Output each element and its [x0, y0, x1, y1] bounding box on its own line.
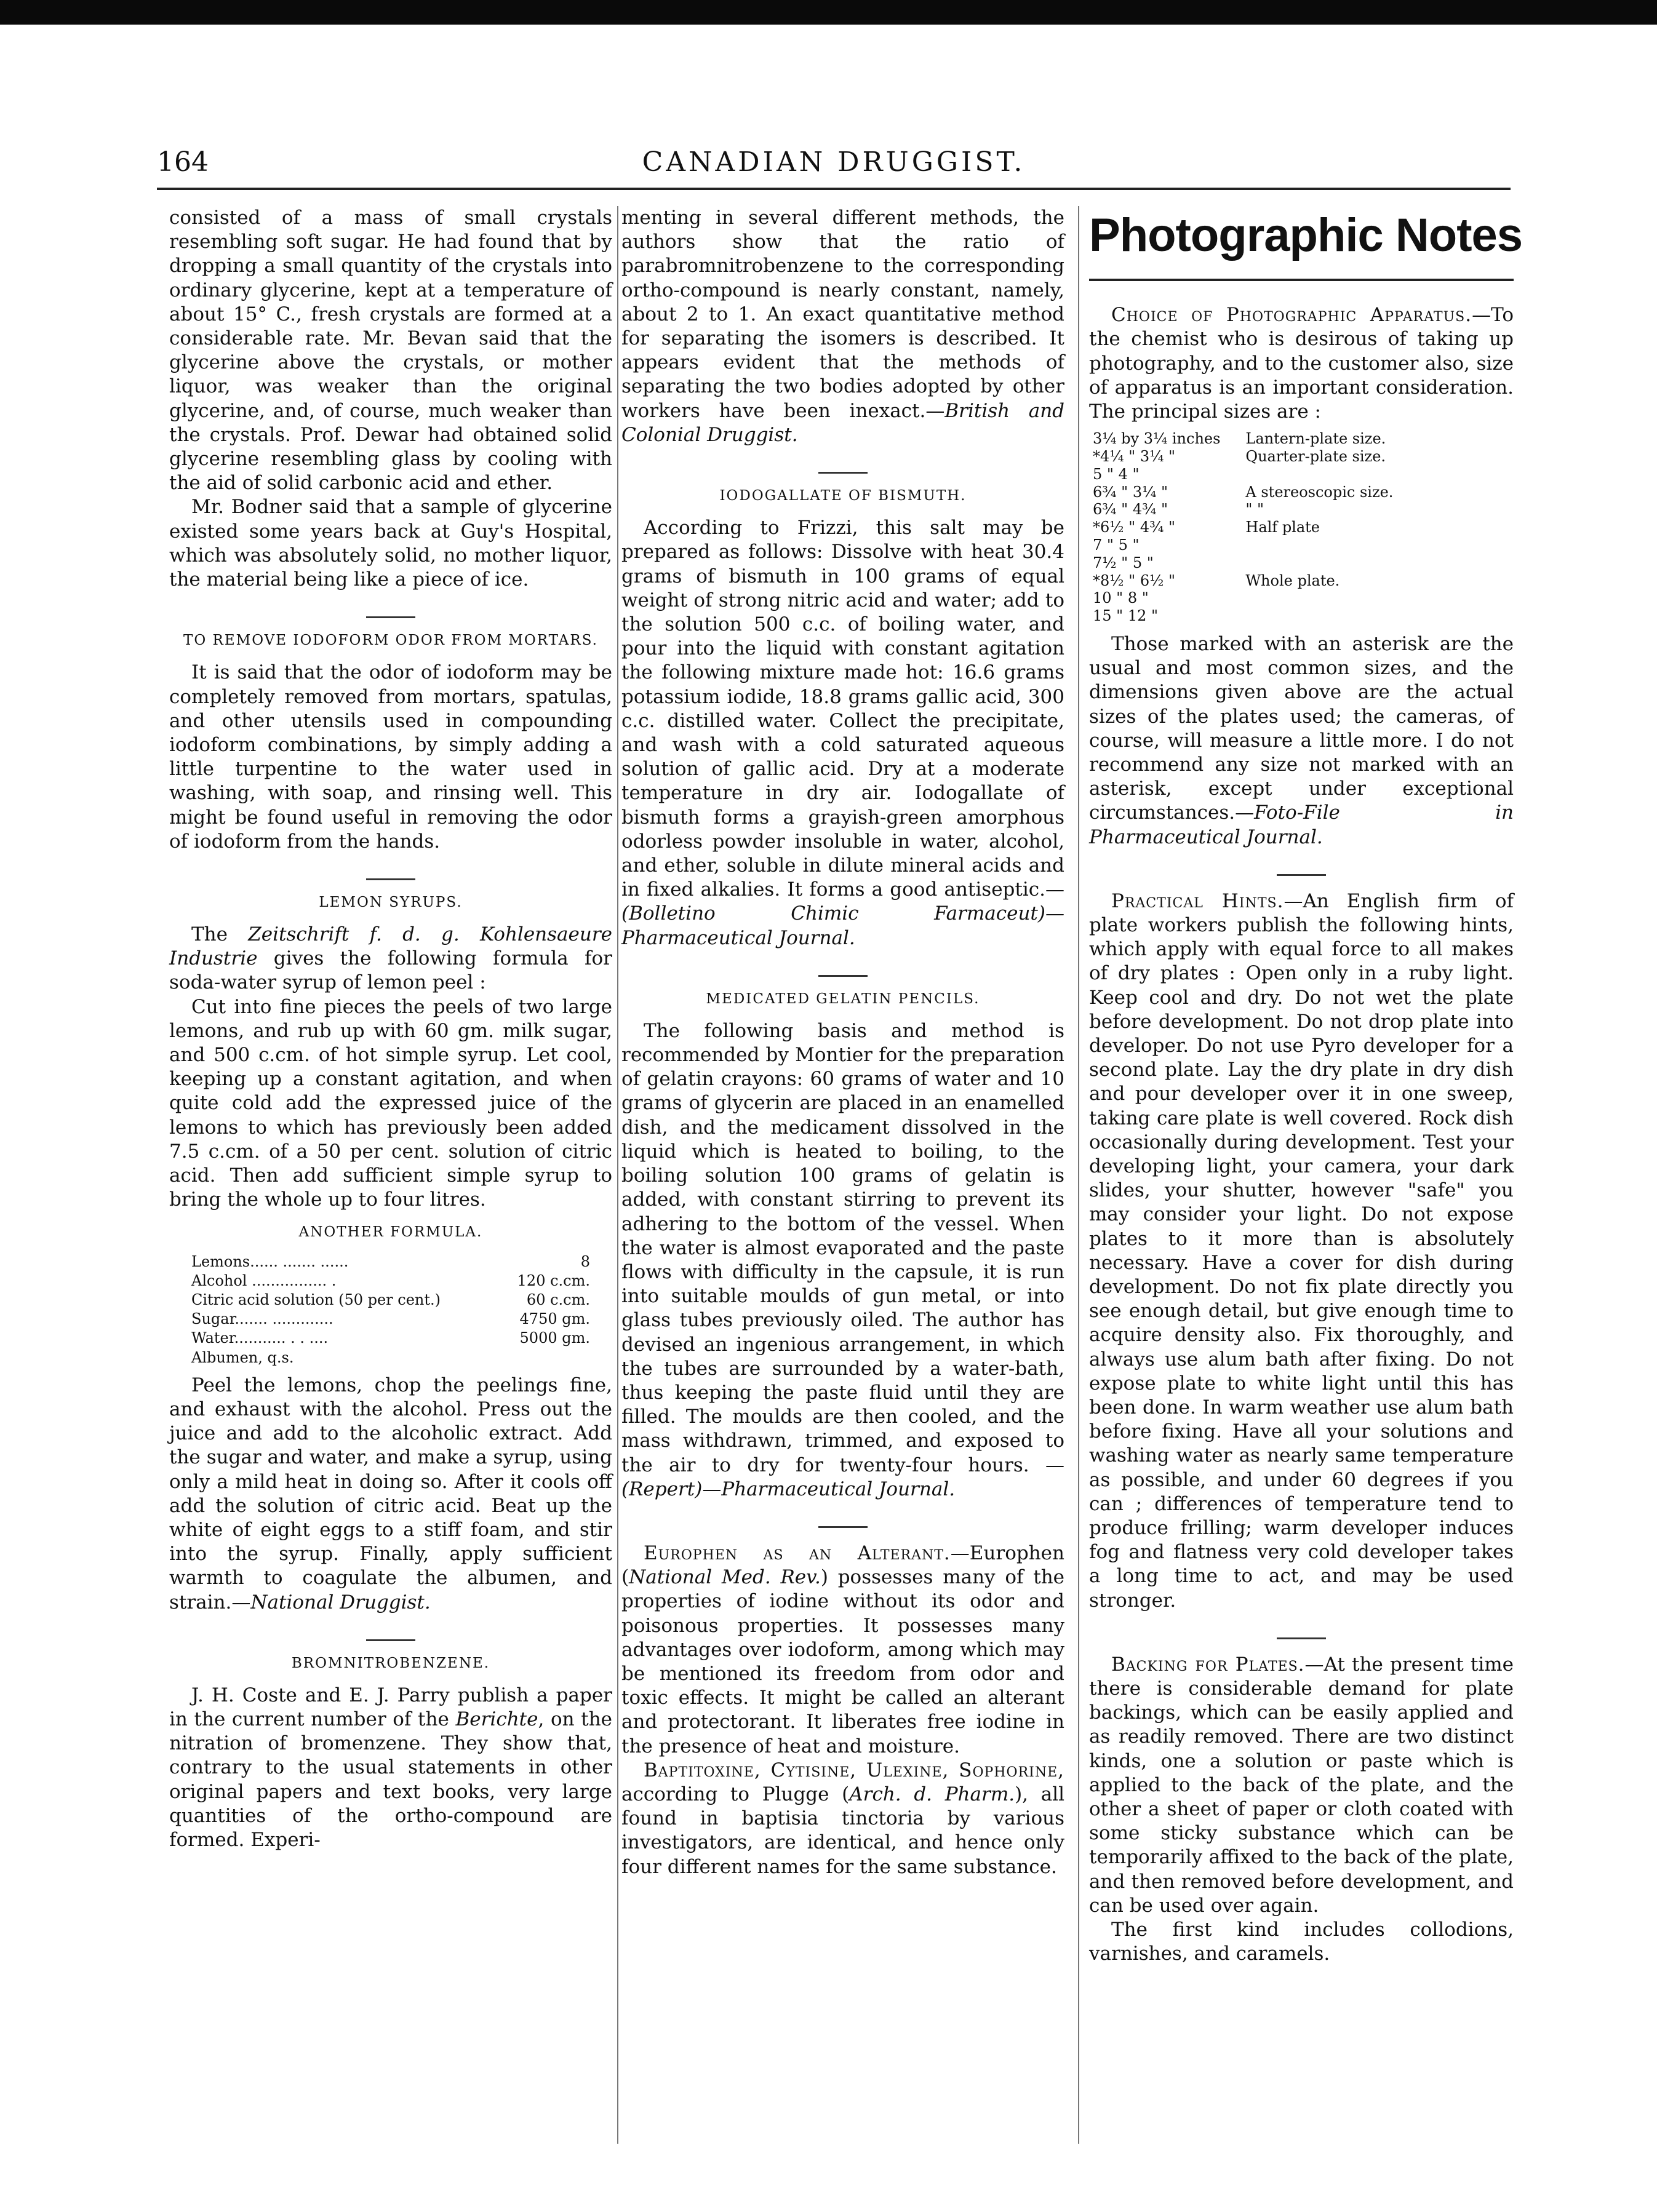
column-divider-2 — [1078, 206, 1079, 2144]
paragraph-iodogallate — [621, 516, 1064, 950]
size-note: Lantern-plate size. — [1245, 430, 1386, 448]
size-note — [1242, 589, 1514, 607]
paragraph-choice-apparatus — [1089, 303, 1514, 424]
source-citation: British and Colonial Druggist. — [621, 399, 1065, 446]
top-black-bar — [0, 0, 1657, 25]
size-note: Half plate — [1245, 519, 1320, 536]
size-note: Quarter-plate size. — [1245, 447, 1386, 465]
paragraph-bodner: Mr. Bodner said that a sample of glycerine existed some years back at Guy's Hospital, which was absolutely solid, no mother liquor, the material being like a piece of ice. — [169, 496, 612, 591]
column-2 — [621, 206, 1064, 1879]
section-rule — [818, 1526, 868, 1528]
paragraph-lead: Choice of Photographic Apparatus. — [1111, 304, 1472, 327]
size-row — [1089, 430, 1514, 448]
formula-quantity: 8 — [580, 1252, 590, 1270]
heading-another-formula: ANOTHER FORMULA. — [298, 1223, 483, 1240]
section-rule — [1277, 874, 1326, 876]
size-note — [1242, 607, 1514, 625]
size-note — [1242, 536, 1514, 554]
column-3 — [1089, 206, 1523, 1966]
plate-sizes-table — [1089, 430, 1514, 625]
formula-ingredient: Albumen, q.s. — [191, 1348, 294, 1366]
column-divider-1 — [617, 206, 618, 2144]
formula-quantity: 120 c.cm. — [517, 1271, 590, 1289]
page-number: 164 — [157, 146, 209, 178]
paragraph-asterisk-sizes — [1089, 632, 1514, 849]
paragraph-backing-plates — [1089, 1653, 1514, 1918]
size-value: *6½ " 4¾ " — [1093, 519, 1176, 536]
journal-name: National Med. Rev. — [629, 1566, 821, 1589]
text-run: Those marked with an asterisk are the usual and most common sizes, and the dimensions given above are the actual sizes of the plates used; the cameras, of course, will measure a little more. I do not recommend any size not marked with an asterisk, except under exceptional circumstances.— — [1089, 632, 1514, 824]
source-citation: (Repert)—Pharmaceutical Journal. — [621, 1478, 956, 1500]
paragraph-lemon-intro — [169, 923, 612, 995]
text-run: J. H. Coste and E. J. Parry publish a paper in the current number of the — [169, 1684, 612, 1731]
size-row — [1089, 554, 1514, 572]
source-citation: Foto-File in Pharmaceutical Journal. — [1089, 802, 1514, 848]
size-note: A stereoscopic size. — [1245, 483, 1394, 501]
header-rule — [157, 188, 1511, 190]
formula-row — [191, 1329, 590, 1348]
size-row — [1089, 448, 1514, 466]
paragraph-lead: Europhen as an Alterant. — [644, 1542, 951, 1564]
journal-name: Arch. d. Pharm. — [849, 1783, 1015, 1805]
heading-iodogallate: IODOGALLATE OF BISMUTH. — [719, 488, 967, 504]
size-row — [1089, 483, 1514, 501]
source-citation: National Druggist. — [250, 1591, 431, 1613]
size-row — [1089, 519, 1514, 536]
text-run: According to Frizzi, this salt may be prepared as follows: Dissolve with heat 30.4 grams of bismuth in 100 grams of equal weight of strong nitric acid and water; add to the solution 500 c.c. of boiling water, and pour into the liquid with constant agitation the following mixture made hot: 16.6 grams potassium iodide, 18.8 grams gallic acid, 300 c.c. distilled water. Collect the precipitate, and wash with a cold saturated aqueous solution of gallic acid. Dry at a moderate temperature in dry air. Iodogallate of bismuth forms a grayish-green amorphous odorless powder insoluble in water, alcohol, and ether, soluble in dilute mineral acids and in fixed alkalies. It forms a good antiseptic.— — [621, 517, 1064, 901]
running-title: CANADIAN DRUGGIST. — [642, 146, 1026, 178]
text-run: menting in several different methods, the authors show that the ratio of parabromnitrobenzene to the corresponding ortho-compound is nearly constant, namely, about 2 to 1. An exact quantitative method for separating the isomers is described. It appears evident that the methods of separating the two bodies adopted by other workers have been inexact.— — [621, 207, 1064, 422]
size-value: 6¾ " 4¾ " — [1093, 501, 1168, 519]
heading-bromnitrobenzene: BROMNITROBENZENE. — [291, 1655, 490, 1671]
heading-lemon-syrups: LEMON SYRUPS. — [319, 894, 463, 910]
size-note: " " — [1245, 501, 1264, 519]
size-row — [1089, 607, 1514, 625]
paragraph-europhen — [621, 1542, 1064, 1759]
text-run: —Europhen ( — [621, 1542, 1064, 1589]
journal-name: Berichte — [455, 1708, 538, 1731]
text-run: ) possesses many of the properties of iodine without its odor and poisonous properties. It possesses many advantages over iodoform, among which may be mentioned its freedom from odor and toxic effects. It might be called an alterant and protectorant. It liberates free iodine in the presence of heat and moisture. — [621, 1566, 1065, 1757]
section-title-photographic-notes: Photographic Notes — [1089, 209, 1523, 261]
formula-ingredient: Citric acid solution (50 per cent.) — [191, 1291, 441, 1308]
text-run: —An English firm of plate workers publish the following hints, which apply with equal force to all makes of dry plates : Open only in a ruby light. Keep cool and dry. Do not wet the plate before development. Do not drop plate into developer. Do not use Pyro developer for a second plate. Lay the dry plate in dry dish and pour developer over it in one sweep, taking care plate is well covered. Rock dish occasionally during development. Test your developing light, your camera, your dark slides, your shutter, however "safe" you may consider your light. Do not expose plates to it more than is absolutely necessary. Have a cover for dish during development. Do not fix plate directly you see enough detail, but give enough time to acquire density also. Fix thoroughly, and always use alum bath after fixing. Do not expose plate to white light until this has been done. In warm weather use alum bath before fixing. Have all your solutions and washing water as nearly same temperature as possible, and under 60 degrees if you can ; differences of temperature tend to produce frilling; warm developer induces fog and flatness very cold developer takes a long time to act, and may be used stronger. — [1089, 889, 1514, 1612]
text-run: —To the chemist who is desirous of taking up photography, and to the customer also, size of apparatus is an important consideration. The principal sizes are : — [1089, 304, 1514, 423]
size-value: 10 " 8 " — [1093, 589, 1149, 607]
paragraph-practical-hints — [1089, 889, 1514, 1613]
formula-row — [191, 1252, 590, 1271]
paragraph-glycerine-crystals: consisted of a mass of small crystals resembling soft sugar. He had found that by dropping a small quantity of the crystals into ordinary glycerine, kept at a temperature of about 15° C., fresh crystals are formed at a considerable rate. Mr. Bevan said that the glycerine above the crystals, or mother liquor, was weaker than the original glycerine, and, of course, much weaker than the crystals. Prof. Dewar had obtained solid glycerine resembling glass by cooling with the aid of solid carbonic acid and ether. — [169, 207, 612, 495]
text-run: ), all found in baptisia tinctoria by various investigators, are identical, and hence only four different names for the same substance. — [621, 1783, 1065, 1878]
paragraph-gelatin — [621, 1019, 1064, 1502]
formula-ingredient: Water........... . . .... — [191, 1329, 329, 1347]
formula-ingredient: Alcohol ................ . — [191, 1271, 337, 1289]
size-value: 3¼ by 3¼ inches — [1093, 430, 1221, 448]
formula-row — [191, 1310, 590, 1329]
formula-quantity — [500, 1348, 590, 1367]
text-run: The following basis and method is recommended by Montier for the preparation of gelatin crayons: 60 grams of water and 10 grams of glycerin are placed in an enamelled dish, and the medicament dissolved in the liquid which is heated to boiling, to the boiling solution 100 grams of gelatin is added, with constant stirring to prevent its adhering to the bottom of the vessel. When the water is almost evaporated and the paste flows with difficulty in the capsule, it is run into suitable moulds of gun metal, or into glass tubes previously oiled. The author has devised an ingenious arrangement, in which the tubes are surrounded by a water-bath, thus keeping the paste fluid until they are filled. The moulds are then cooled, and the mass withdrawn, trimmed, and exposed to the air to dry for twenty-four hours. — — [621, 1019, 1064, 1476]
size-value: 7 " 5 " — [1093, 536, 1140, 554]
paragraph-baptitoxine — [621, 1759, 1064, 1879]
size-row — [1089, 572, 1514, 590]
size-value: *8½ " 6½ " — [1093, 571, 1176, 589]
text-run: according to Plugge ( — [621, 1783, 850, 1805]
text-run: gives the following formula for soda-water syrup of lemon peel : — [169, 947, 612, 994]
text-run: The — [191, 923, 249, 946]
heading-iodoform-odor: TO REMOVE IODOFORM ODOR FROM MORTARS. — [183, 632, 598, 649]
size-row — [1089, 501, 1514, 519]
paragraph-iodoform: It is said that the odor of iodoform may be completely removed from mortars, spatulas, and other utensils used in compounding iodoform combinations, by simply adding a little turpentine to the water used in washing, with soap, and rinsing well. This might be found useful in removing the odor of iodoform from the hands. — [169, 661, 612, 853]
section-rule — [818, 472, 868, 474]
formula-quantity: 60 c.cm. — [526, 1291, 590, 1308]
size-row — [1089, 589, 1514, 607]
section-rule — [818, 975, 868, 977]
formula-ingredient: Lemons...... ....... ...... — [191, 1252, 349, 1270]
formula-row — [191, 1271, 590, 1291]
heading-gelatin-pencils: MEDICATED GELATIN PENCILS. — [706, 990, 980, 1007]
size-value: *4¼ " 3¼ " — [1093, 447, 1176, 465]
paragraph-first-kind: The first kind includes collodions, varnishes, and caramels. — [1089, 1919, 1514, 1965]
paragraph-bromnitro-continued — [621, 206, 1064, 447]
size-value: 7½ " 5 " — [1093, 554, 1154, 571]
paragraph-lemon-method: Cut into fine pieces the peels of two large lemons, and rub up with 60 gm. milk sugar, and 500 c.cm. of hot simple syrup. Let cool, keeping up a constant agitation, and when quite cold add the expressed juice of the lemons to which has previously been added 7.5 c.cm. of a 50 per cent. solution of citric acid. Then add sufficient simple syrup to bring the whole up to four litres. — [169, 995, 612, 1211]
size-note: Whole plate. — [1245, 571, 1340, 589]
paragraph-lead: Practical Hints. — [1111, 889, 1284, 912]
size-note — [1242, 466, 1514, 483]
text-run: —At the present time there is considerable demand for plate backings, which can be easily applied and as readily removed. There are two distinct kinds, one a solution or paste which is applied to the back of the plate, and the other a sheet of paper or cloth coated with some sticky substance which can be temporarily affixed to the back of the plate, and then removed before development, and can be used over again. — [1089, 1653, 1514, 1917]
size-value: 5 " 4 " — [1093, 465, 1140, 483]
section-rule — [366, 1639, 415, 1641]
size-value: 15 " 12 " — [1093, 607, 1159, 625]
formula-row — [191, 1291, 590, 1310]
size-row — [1089, 466, 1514, 483]
size-note — [1242, 554, 1514, 572]
formula-ingredient: Sugar....... ............. — [191, 1310, 333, 1328]
formula-table — [191, 1252, 590, 1367]
paragraph-lemon-formula-method — [169, 1374, 612, 1615]
journal-name: Zeitschrift f. d. g. Kohlensaeure Industrie — [169, 923, 612, 970]
source-citation: (Bolletino Chimic Farmaceut)—Pharmaceutical Journal. — [621, 902, 1064, 949]
text-run: Peel the lemons, chop the peelings fine, and exhaust with the alcohol. Press out the juice and add to the alcoholic extract. Add the sugar and water, and make a syrup, using only a mild heat in doing so. After it cools off add the solution of citric acid. Beat up the white of eight eggs to a stiff foam, and stir into the syrup. Finally, apply sufficient warmth to coagulate the albumen, and strain.— — [169, 1374, 612, 1613]
section-rule — [366, 878, 415, 880]
size-value: 6¾ " 3¼ " — [1093, 483, 1168, 501]
column-1 — [169, 206, 612, 1852]
title-rule — [1089, 279, 1514, 281]
formula-quantity: 4750 gm. — [519, 1310, 590, 1328]
formula-row — [191, 1348, 590, 1367]
paragraph-lead: Backing for Plates. — [1111, 1653, 1305, 1676]
paragraph-lead: Baptitoxine, Cytisine, Ulexine, Sophorine, — [644, 1759, 1064, 1781]
paragraph-coste-parry — [169, 1684, 612, 1852]
size-row — [1089, 536, 1514, 554]
section-rule — [1277, 1637, 1326, 1639]
text-run: , on the nitration of bromenzene. They show that, contrary to the usual statements in other original papers and text books, very large quantities of the ortho-compound are formed. Experi- — [169, 1708, 612, 1852]
section-rule — [366, 616, 415, 618]
formula-quantity: 5000 gm. — [519, 1329, 590, 1347]
